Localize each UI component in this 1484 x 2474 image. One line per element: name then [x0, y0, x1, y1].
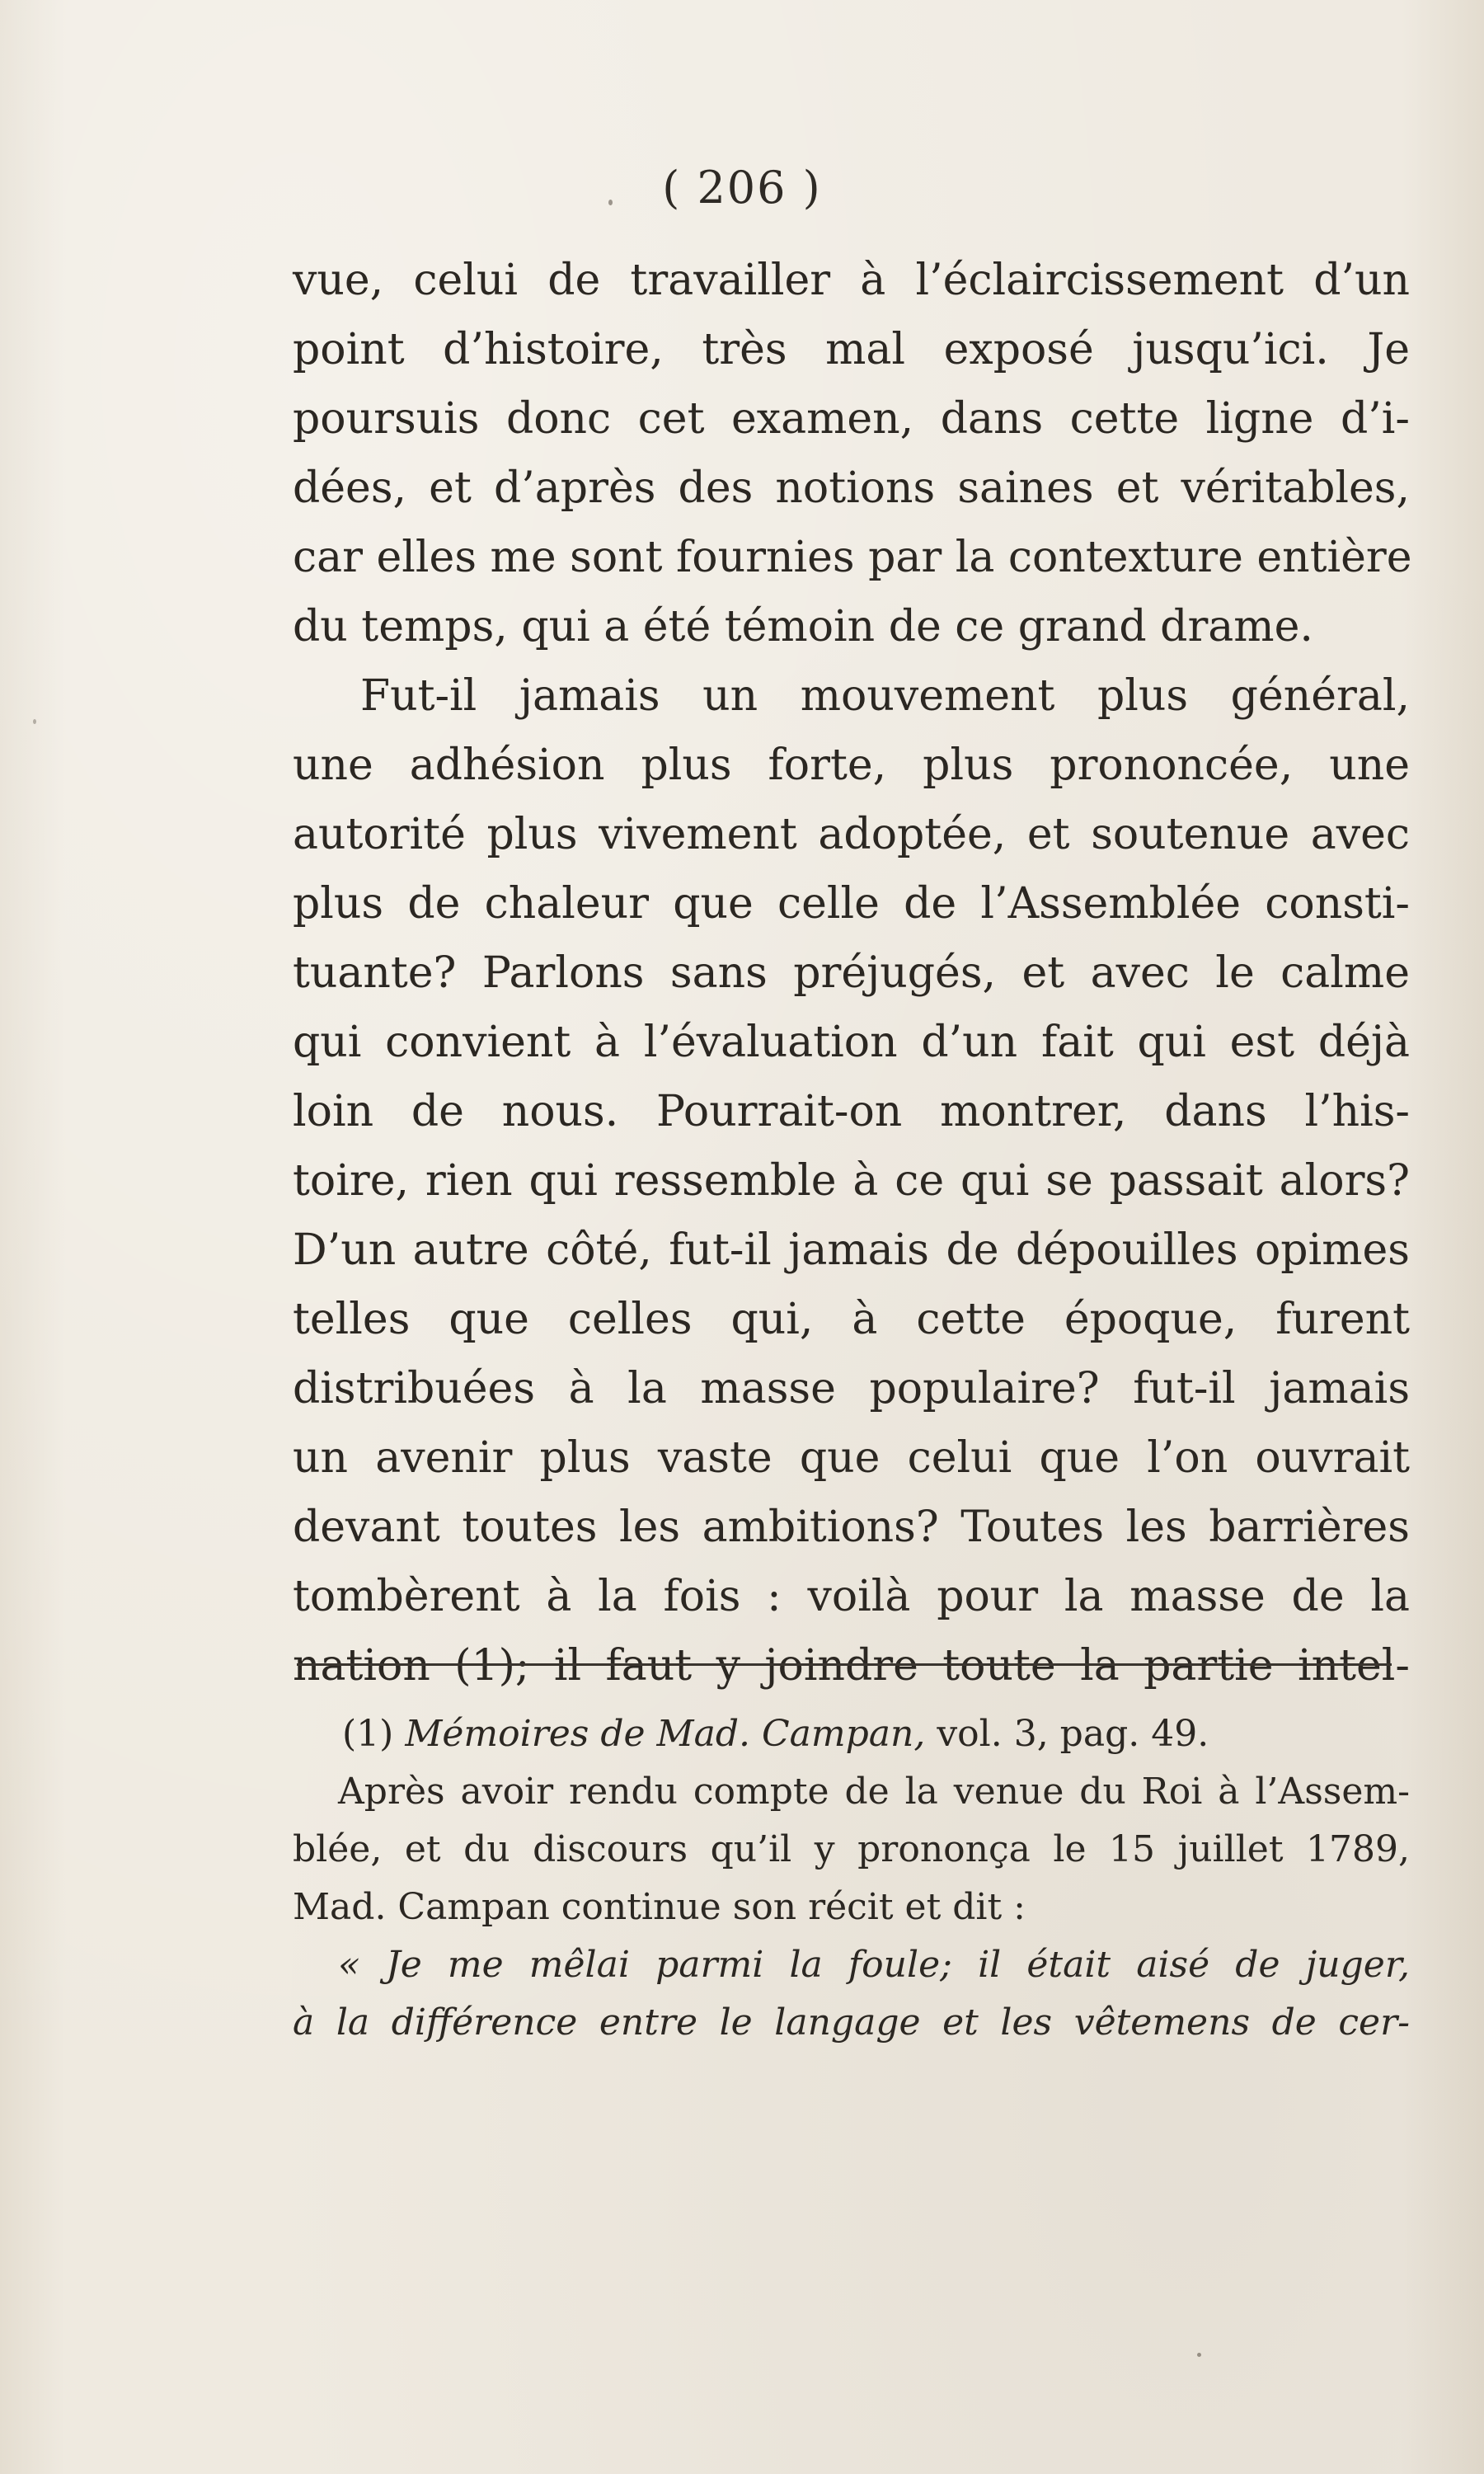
- text-line: Fut-il jamais un mouvement plus général,: [360, 671, 1410, 721]
- text-line: plus de chaleur que celle de l’Assemblée consti-: [293, 879, 1410, 929]
- text-line: devant toutes les ambitions? Toutes les barrières: [293, 1503, 1410, 1552]
- text-line: telles que celles qui, à cette époque, furent: [293, 1295, 1410, 1344]
- text-line: du temps, qui a été témoin de ce grand drame.: [293, 602, 1313, 651]
- footnote-line: Mad. Campan continue son récit et dit :: [293, 1886, 1026, 1928]
- text-line: nation (1); il faut y joindre toute la partie intel-: [293, 1641, 1410, 1691]
- text-line: une adhésion plus forte, plus prononcée, une: [293, 741, 1410, 790]
- text-line: car elles me sont fournies par la contexture entière: [293, 533, 1412, 582]
- footnote-reference: [293, 1705, 1410, 1763]
- footnote-divider: [297, 1663, 1392, 1666]
- footnote-line: blée, et du discours qu’il y prononça le 15 juillet 1789,: [293, 1828, 1410, 1870]
- footnote-line: Après avoir rendu compte de la venue du Roi à l’Assem-: [338, 1771, 1410, 1813]
- footnote-quote-line: à la différence entre le langage et les vêtemens de cer-: [293, 2001, 1410, 2044]
- footnote-source-details: vol. 3, pag. 49.: [937, 1713, 1209, 1755]
- text-line: un avenir plus vaste que celui que l’on ouvrait: [293, 1433, 1410, 1483]
- text-line: D’un autre côté, fut-il jamais de dépouilles opimes: [293, 1225, 1410, 1275]
- ink-speck: [608, 200, 613, 205]
- footnote: [293, 1705, 1410, 2052]
- footnote-quote-line: « Je me mêlai parmi la foule; il était aisé de juger,: [338, 1944, 1410, 1986]
- text-line: tuante? Parlons sans préjugés, et avec le calme: [293, 948, 1410, 998]
- text-line: tombèrent à la fois : voilà pour la masse de la: [293, 1572, 1410, 1621]
- footnote-marker: (1): [342, 1713, 394, 1755]
- text-line: vue, celui de travailler à l’éclaircissement d’un: [293, 256, 1410, 305]
- ink-speck: [1197, 2353, 1201, 2357]
- text-line: dées, et d’après des notions saines et véritables,: [293, 463, 1410, 513]
- text-line: loin de nous. Pourrait-on montrer, dans l’his-: [293, 1087, 1410, 1136]
- text-line: autorité plus vivement adoptée, et soutenue avec: [293, 810, 1410, 859]
- footnote-source-title: Mémoires de Mad. Campan,: [405, 1713, 926, 1755]
- ink-speck: [33, 719, 36, 724]
- text-line: toire, rien qui ressemble à ce qui se passait alors?: [293, 1156, 1410, 1206]
- main-text: [293, 246, 1410, 1700]
- text-line: point d’histoire, très mal exposé jusqu’ici. Je: [293, 325, 1410, 374]
- text-line: poursuis donc cet examen, dans cette ligne d’i-: [293, 394, 1410, 444]
- page-number: ( 206 ): [662, 162, 822, 214]
- text-line: qui convient à l’évaluation d’un fait qui est déjà: [293, 1018, 1410, 1067]
- text-line: distribuées à la masse populaire? fut-il jamais: [293, 1364, 1410, 1413]
